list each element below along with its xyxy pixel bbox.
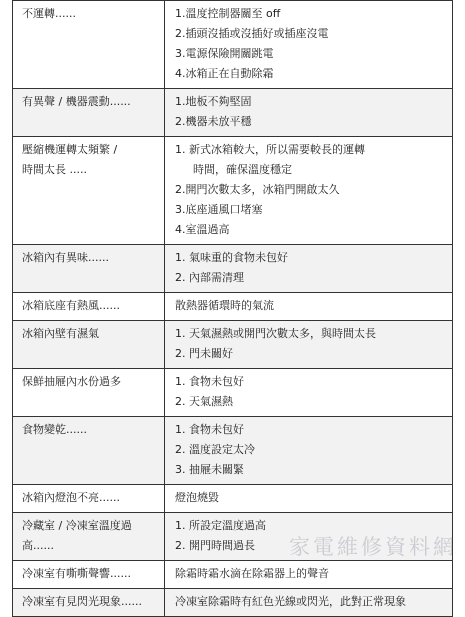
cause-text: 1. 食物未包好	[175, 375, 244, 388]
cause-cell	[165, 485, 453, 513]
table-row	[13, 485, 453, 513]
table-row	[13, 245, 453, 293]
cause-text: 4.室溫過高	[175, 223, 230, 236]
cause-text: 冷凍室除霜時有紅色光線或閃光，此對正常現象	[175, 595, 406, 608]
symptom-text: 高......	[22, 539, 54, 552]
symptom-text: 冷凍室有見閃光現象......	[22, 595, 142, 608]
table-row	[13, 293, 453, 321]
cause-text: 2. 開門時間過長	[175, 539, 255, 552]
cause-text: 除霜時霜水滴在除霜器上的聲音	[175, 567, 329, 580]
symptom-cell	[13, 369, 165, 417]
table-row	[13, 417, 453, 485]
cause-text: 3.底座通風口堵塞	[175, 203, 263, 216]
cause-text: 燈泡燒毀	[175, 491, 219, 504]
cause-cell	[165, 589, 453, 617]
symptom-cell	[13, 417, 165, 485]
symptom-cell	[13, 321, 165, 369]
cause-text: 2. 內部需清理	[175, 271, 244, 284]
symptom-text: 冷凍室有嘶嘶聲響......	[22, 567, 131, 580]
cause-text: 2. 門未關好	[175, 347, 233, 360]
symptom-cell	[13, 293, 165, 321]
cause-cell	[165, 1, 453, 89]
table-row	[13, 561, 453, 589]
symptom-text: 食物變乾......	[22, 423, 87, 436]
symptom-text: 不運轉......	[22, 7, 76, 20]
cause-text: 散熱器循環時的氣流	[175, 299, 274, 312]
cause-cell	[165, 561, 453, 589]
table-row	[13, 369, 453, 417]
cause-text: 3. 抽屜未關緊	[175, 463, 244, 476]
symptom-text: 保鮮抽屜內水份過多	[22, 375, 121, 388]
symptom-cell	[13, 561, 165, 589]
symptom-cell	[13, 485, 165, 513]
cause-text: 時間，確保溫度穩定	[193, 163, 292, 176]
troubleshooting-table	[12, 0, 453, 617]
cause-cell	[165, 417, 453, 485]
cause-text: 1. 天氣濕熱或開門次數太多，與時間太長	[175, 327, 376, 340]
cause-cell	[165, 137, 453, 245]
symptom-text: 時間太長 .....	[22, 163, 87, 176]
symptom-cell	[13, 513, 165, 561]
table-row	[13, 137, 453, 245]
cause-text: 2.機器未放平穩	[175, 115, 252, 128]
symptom-cell	[13, 137, 165, 245]
cause-text: 1.地板不夠堅固	[175, 95, 252, 108]
cause-cell	[165, 245, 453, 293]
table-row	[13, 589, 453, 617]
symptom-cell	[13, 589, 165, 617]
table-row	[13, 321, 453, 369]
cause-cell	[165, 321, 453, 369]
table-row	[13, 89, 453, 137]
cause-text: 2.開門次數太多，冰箱門開啟太久	[175, 183, 340, 196]
cause-text: 2. 天氣濕熱	[175, 395, 233, 408]
watermark-text: 家電維修資料網	[289, 535, 457, 559]
cause-cell	[165, 369, 453, 417]
cause-text: 1. 食物未包好	[175, 423, 244, 436]
troubleshooting-table-body	[13, 1, 453, 617]
symptom-cell	[13, 89, 165, 137]
cause-cell	[165, 89, 453, 137]
symptom-text: 冰箱底座有熱風......	[22, 299, 120, 312]
symptom-text: 有異聲 / 機器震動......	[22, 95, 131, 108]
cause-text: 1.溫度控制器關至 off	[175, 7, 281, 20]
symptom-text: 冷藏室 / 冷凍室溫度過	[22, 519, 132, 532]
symptom-cell	[13, 245, 165, 293]
symptom-text: 壓縮機運轉太頻繁 /	[22, 143, 118, 156]
cause-text: 1. 所設定溫度過高	[175, 519, 266, 532]
cause-text: 1. 氣味重的食物未包好	[175, 251, 288, 264]
cause-text: 2.插頭沒插或沒插好或插座沒電	[175, 27, 329, 40]
symptom-text: 冰箱內燈泡不亮......	[22, 491, 120, 504]
cause-text: 4.冰箱正在自動除霜	[175, 67, 274, 80]
cause-text: 2. 溫度設定太冷	[175, 443, 255, 456]
cause-text: 1. 新式冰箱較大，所以需要較長的運轉	[175, 143, 365, 156]
table-row	[13, 1, 453, 89]
cause-text: 3.電源保險開關跳電	[175, 47, 274, 60]
cause-cell	[165, 293, 453, 321]
symptom-text: 冰箱內壁有濕氣	[22, 327, 99, 340]
symptom-text: 冰箱內有異味......	[22, 251, 109, 264]
symptom-cell	[13, 1, 165, 89]
